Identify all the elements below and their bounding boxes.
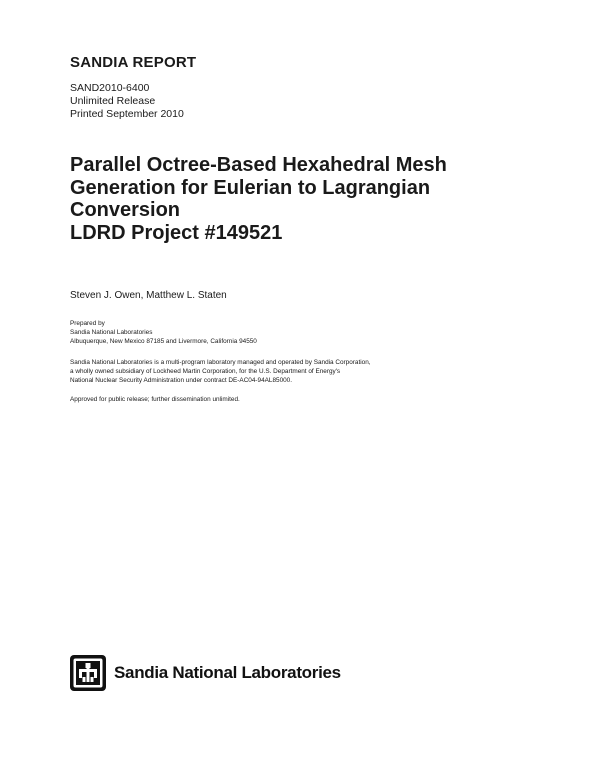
prepared-by-label: Prepared by <box>70 320 105 327</box>
title-line-3: Conversion <box>70 199 181 221</box>
corporate-notice-line-1: Sandia National Laboratories is a multi-program laboratory managed and operated by Sandia Corporation, <box>70 359 371 366</box>
approval-text: Approved for public release; further dissemination unlimited. <box>70 396 240 403</box>
report-title <box>70 154 550 244</box>
authors: Steven J. Owen, Matthew L. Staten <box>70 290 227 301</box>
report-meta <box>70 82 184 121</box>
release-status: Unlimited Release <box>70 95 156 107</box>
corporate-notice-line-3: National Nuclear Security Administration under contract DE-AC04-94AL85000. <box>70 377 293 384</box>
report-number: SAND2010-6400 <box>70 82 150 94</box>
logo-wordmark: Sandia National Laboratories <box>114 663 341 682</box>
prepared-by-block <box>70 319 257 346</box>
approval-notice <box>70 396 240 403</box>
title-line-1: Parallel Octree-Based Hexahedral Mesh <box>70 154 447 176</box>
prepared-by-org: Sandia National Laboratories <box>70 329 153 336</box>
print-date: Printed September 2010 <box>70 108 184 120</box>
corporate-notice-line-2: a wholly owned subsidiary of Lockheed Martin Corporation, for the U.S. Department of Energy's <box>70 368 341 375</box>
sandia-thunderbird-logo-icon <box>70 655 106 691</box>
sandia-logo <box>70 655 341 691</box>
report-label: SANDIA REPORT <box>70 54 197 71</box>
prepared-by-address: Albuquerque, New Mexico 87185 and Livermore, California 94550 <box>70 338 257 345</box>
corporate-notice <box>70 358 371 385</box>
title-line-2: Generation for Eulerian to Lagrangian <box>70 176 431 199</box>
title-line-4: LDRD Project #149521 <box>70 221 283 244</box>
